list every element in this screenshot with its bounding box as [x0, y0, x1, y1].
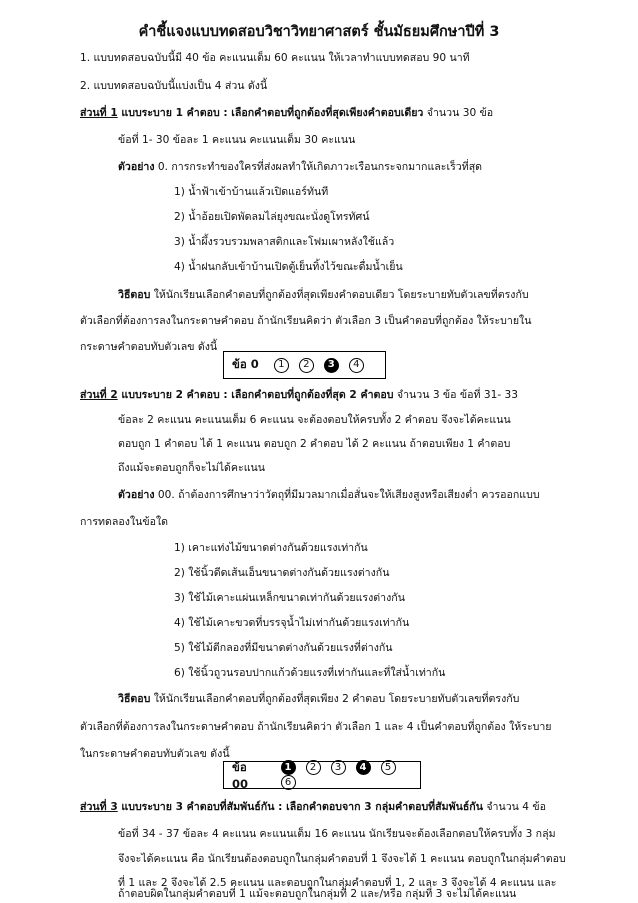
part1-example-label: ตัวอย่าง [118, 161, 155, 173]
part2-method-line-3: ในกระดาษคำตอบทับตัวเลข ดังนี้ [80, 748, 230, 760]
part1-example [118, 158, 482, 175]
answer-bubble: 2 [299, 358, 314, 373]
part1-method-line-2: ตัวเลือกที่ต้องการลงในกระดาษคำตอบ ถ้านักเรียนคิดว่า ตัวเลือก 3 เป็นคำตอบที่ถูกต้อง ให้ระบายใน [80, 315, 532, 327]
part2-option: 6) ใช้นิ้วถูวนรอบปากแก้วด้วยแรงที่เท่ากันและที่ใส่น้ำเท่ากัน [174, 667, 446, 679]
intro-line-2: 2. แบบทดสอบฉบับนี้แบ่งเป็น 4 ส่วน ดังนี้ [80, 80, 268, 92]
part1-option: 4) น้ำฝนกลับเข้าบ้านเปิดตู้เย็นทิ้งไว้ขณะดื่มน้ำเย็น [174, 261, 403, 273]
part2-example [118, 486, 540, 503]
answer-bubble: 3 [331, 760, 346, 775]
page-title: คำชี้แจงแบบทดสอบวิชาวิทยาศาสตร์ ชั้นมัธยมศึกษาปีที่ 3 [138, 24, 500, 40]
answer-bubble: 1 [274, 358, 289, 373]
part2-method-label: วิธีตอบ [118, 693, 151, 705]
part2-option: 3) ใช้ไม้เคาะแผ่นเหล็กขนาดเท่ากันด้วยแรงต่างกัน [174, 592, 405, 604]
part3-detail-line: ที่ 1 และ 2 จึงจะได้ 2.5 คะแนน และตอบถูกในกลุ่มคำตอบที่ 1, 2 และ 3 จึงจะได้ 4 คะแนน และ [118, 877, 557, 889]
part2-method-line-2: ตัวเลือกที่ต้องการลงในกระดาษคำตอบ ถ้านักเรียนคิดว่า ตัวเลือก 1 และ 4 เป็นคำตอบที่ถูกต้อง ให้ระบาย [80, 721, 552, 733]
part3-detail-line: จึงจะได้คะแนน คือ นักเรียนต้องตอบถูกในกลุ่มคำตอบที่ 1 จึงจะได้ 1 คะแนน ตอบถูกในกลุ่มคำตอบ [118, 853, 566, 865]
part1-example-text: 0. การกระทำของใครที่ส่งผลทำให้เกิดภาวะเรือนกระจกมากและเร็วที่สุด [154, 161, 483, 173]
part2-option: 1) เคาะแท่งไม้ขนาดต่างกันด้วยแรงเท่ากัน [174, 542, 368, 554]
part1-option: 1) น้ำฟ้าเข้าบ้านแล้วเปิดแอร์ทันที [174, 186, 329, 198]
part2-detail-line: ตอบถูก 1 คำตอบ ได้ 1 คะแนน ตอบถูก 2 คำตอบ ได้ 2 คะแนน ถ้าตอบเพียง 1 คำตอบ [118, 438, 511, 450]
part2-method-text: ให้นักเรียนเลือกคำตอบที่ถูกต้องที่สุดเพียง 2 คำตอบ โดยระบายทับตัวเลขที่ตรงกับ [150, 693, 520, 705]
part1-detail: ข้อที่ 1- 30 ข้อละ 1 คะแนน คะแนนเต็ม 30 คะแนน [118, 134, 356, 146]
answer-bubble: 6 [281, 775, 296, 790]
answer-bubble: 2 [306, 760, 321, 775]
part3-detail-line: ข้อที่ 34 - 37 ข้อละ 4 คะแนน คะแนนเต็ม 16 คะแนน นักเรียนจะต้องเลือกตอบให้ครบทั้ง 3 กลุ่ม [118, 828, 556, 840]
part2-method-line-1 [118, 690, 519, 707]
part2-heading-text: แบบระบาย 2 คำตอบ : เลือกคำตอบที่ถูกต้องที่สุด 2 คำตอบ [117, 389, 394, 401]
part1-heading-text: แบบระบาย 1 คำตอบ : เลือกคำตอบที่ถูกต้องที่สุดเพียงคำตอบเดียว [117, 107, 424, 119]
part1-option: 2) น้ำอ้อยเปิดพัดลมไล่ยุงขณะนั่งดูโทรทัศน์ [174, 211, 370, 223]
part3-heading-line [80, 798, 546, 815]
part1-method-line-3: กระดาษคำตอบทับตัวเลข ดังนี้ [80, 341, 218, 353]
part3-heading: ส่วนที่ 3 [80, 801, 118, 813]
answer-bubble-filled: 3 [324, 358, 339, 373]
part2-option: 5) ใช้ไม้ตีกลองที่มีขนาดต่างกันด้วยแรงที่ต่างกัน [174, 642, 393, 654]
part1-bubbles [269, 358, 369, 373]
part2-count: จำนวน 3 ข้อ ข้อที่ 31- 33 [393, 389, 519, 401]
part1-method-text: ให้นักเรียนเลือกคำตอบที่ถูกต้องที่สุดเพียงคำตอบเดียว โดยระบายทับตัวเลขที่ตรงกับ [150, 289, 529, 301]
part1-method-label: วิธีตอบ [118, 289, 151, 301]
answer-bubble-filled: 4 [356, 760, 371, 775]
part2-answer-example [223, 761, 421, 789]
part1-answer-example [223, 351, 386, 379]
part1-option: 3) น้ำผึ้งรวบรวมพลาสติกและโฟมเผาหลังใช้แล้ว [174, 236, 395, 248]
part1-method-line-1 [118, 286, 529, 303]
part2-option: 4) ใช้ไม้เคาะขวดที่บรรจุน้ำไม่เท่ากันด้วยแรงเท่ากัน [174, 617, 410, 629]
part3-detail-line: ถ้าตอบผิดในกลุ่มคำตอบที่ 1 แม้จะตอบถูกในกลุ่มที่ 2 และ/หรือ กลุ่มที่ 3 จะไม่ได้คะแนน [118, 888, 517, 900]
intro-line-1: 1. แบบทดสอบฉบับนี้มี 40 ข้อ คะแนนเต็ม 60 คะแนน ให้เวลาทำแบบทดสอบ 90 นาที [80, 52, 470, 64]
part2-detail-line: ถึงแม้จะตอบถูกก็จะไม่ได้คะแนน [118, 462, 266, 474]
part2-example-text-2: การทดลองในข้อใด [80, 516, 169, 528]
answer-bubble: 4 [349, 358, 364, 373]
part1-heading-line [80, 104, 493, 121]
part2-example-label: ตัวอย่าง [118, 489, 155, 501]
part2-option: 2) ใช้นิ้วดีดเส้นเอ็นขนาดต่างกันด้วยแรงต่างกัน [174, 567, 390, 579]
part2-example-text: 00. ถ้าต้องการศึกษาว่าวัตถุที่มีมวลมากเมื่อสั่นจะให้เสียงสูงหรือเสียงต่ำ ควรออกแบบ [154, 489, 540, 501]
answer-bubble: 5 [381, 760, 396, 775]
part2-heading-line [80, 386, 518, 403]
part2-bubbles [276, 760, 421, 790]
part2-heading: ส่วนที่ 2 [80, 389, 118, 401]
part3-heading-text: แบบระบาย 3 คำตอบที่สัมพันธ์กัน : เลือกคำตอบจาก 3 กลุ่มคำตอบที่สัมพันธ์กัน [117, 801, 483, 813]
part2-answer-label: ข้อ 00 [232, 760, 249, 791]
part2-detail-line: ข้อละ 2 คะแนน คะแนนเต็ม 6 คะแนน จะต้องตอบให้ครบทั้ง 2 คำตอบ จึงจะได้คะแนน [118, 414, 511, 426]
part1-heading: ส่วนที่ 1 [80, 107, 118, 119]
part1-answer-label: ข้อ 0 [232, 357, 259, 371]
part1-count: จำนวน 30 ข้อ [423, 107, 494, 119]
part3-count: จำนวน 4 ข้อ [482, 801, 546, 813]
answer-bubble-filled: 1 [281, 760, 296, 775]
